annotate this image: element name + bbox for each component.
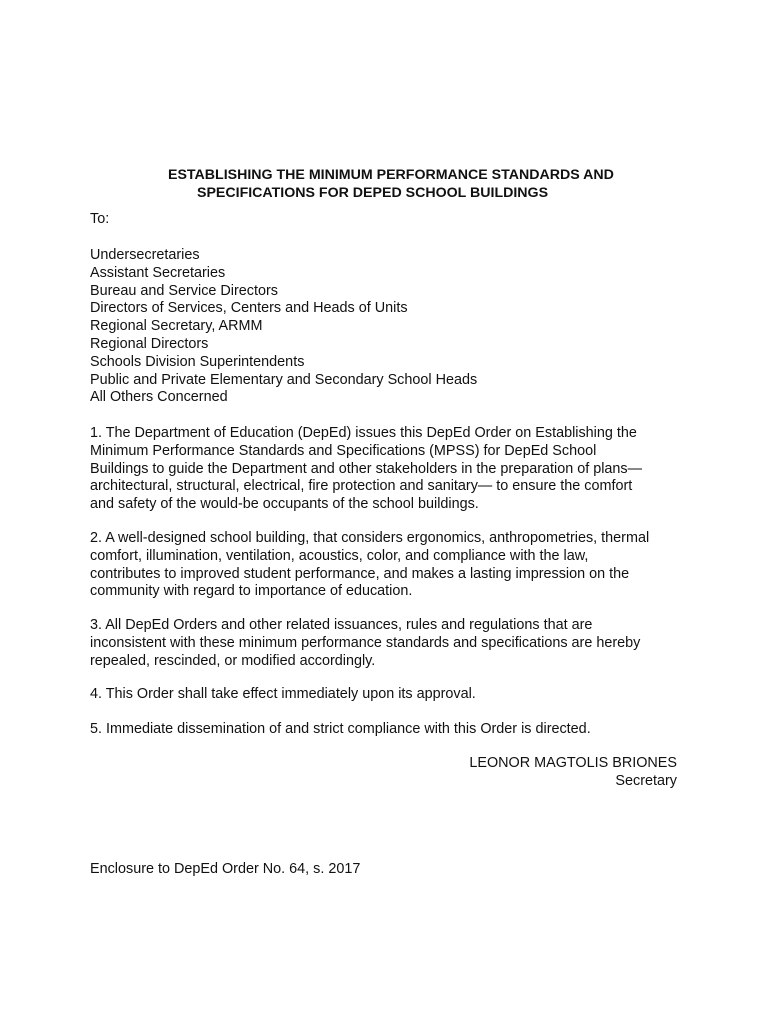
recipient-item: Regional Directors (90, 335, 209, 352)
paragraph-line: comfort, illumination, ventilation, acoustics, color, and compliance with the law, (90, 547, 589, 564)
paragraph-line: repealed, rescinded, or modified accordingly. (90, 652, 376, 669)
signatory-title: Secretary (615, 773, 677, 789)
paragraph-line: 2. A well-designed school building, that considers ergonomics, anthropometries, thermal (90, 530, 650, 546)
recipient-item: Directors of Services, Centers and Heads of Units (90, 300, 408, 317)
recipient-list (90, 247, 477, 407)
recipient-item: Schools Division Superintendents (90, 353, 305, 370)
recipient-item: Bureau and Service Directors (90, 282, 278, 299)
paragraph-4 (90, 686, 690, 704)
signatory-name: LEONOR MAGTOLIS BRIONES (469, 755, 677, 771)
paragraph-3 (90, 617, 690, 670)
paragraph-1 (90, 425, 690, 514)
paragraph-line: 4. This Order shall take effect immediately upon its approval. (90, 686, 476, 702)
paragraph-line: community with regard to importance of education. (90, 583, 413, 600)
paragraph-line: 3. All DepEd Orders and other related issuances, rules and regulations that are (90, 617, 593, 633)
paragraph-2 (90, 530, 690, 601)
recipient-item: Regional Secretary, ARMM (90, 318, 263, 335)
paragraph-5 (90, 721, 690, 739)
paragraph-line: inconsistent with these minimum performance standards and specifications are hereby (90, 634, 641, 651)
recipient-item: Undersecretaries (90, 247, 200, 263)
recipient-item: Assistant Secretaries (90, 264, 226, 281)
paragraph-line: 5. Immediate dissemination of and strict compliance with this Order is directed. (90, 721, 591, 737)
paragraph-line: 1. The Department of Education (DepEd) issues this DepEd Order on Establishing the (90, 425, 637, 441)
paragraph-line: Buildings to guide the Department and other stakeholders in the preparation of plans— (90, 460, 642, 477)
title-line-1: ESTABLISHING THE MINIMUM PERFORMANCE STANDARDS AND (168, 167, 614, 183)
recipient-item: Public and Private Elementary and Secondary School Heads (90, 371, 478, 388)
paragraph-line: Minimum Performance Standards and Specifications (MPSS) for DepEd School (90, 442, 597, 459)
paragraph-line: architectural, structural, electrical, fire protection and sanitary— to ensure the comfort (90, 478, 633, 495)
recipient-item: All Others Concerned (90, 389, 228, 406)
signature-block (469, 755, 677, 791)
title-line-2: SPECIFICATIONS FOR DEPED SCHOOL BUILDINGS (197, 185, 549, 201)
to-label: To: (90, 211, 110, 227)
enclosure-note: Enclosure to DepEd Order No. 64, s. 2017 (90, 861, 361, 877)
paragraph-line: and safety of the would-be occupants of the school buildings. (90, 496, 479, 513)
paragraph-line: contributes to improved student performance, and makes a lasting impression on the (90, 565, 630, 582)
